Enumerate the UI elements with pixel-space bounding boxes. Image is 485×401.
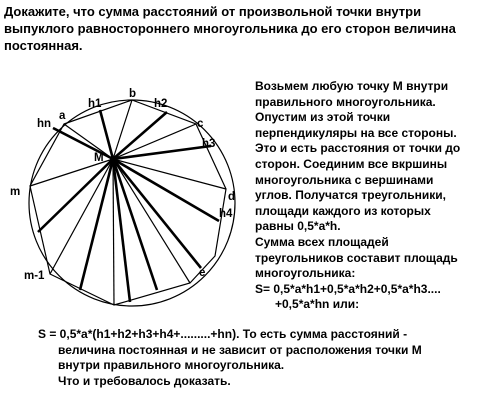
explanation-line: многоугольника: [255,266,356,281]
explanation-line: углов. Получатся треугольники, [255,188,446,203]
explanation-line: многоугольника с вершинами [255,172,434,187]
conclusion-line: S = 0,5*a*(h1+h2+h3+h4+.........+hn). То есть сумма расстояний - [38,327,408,341]
explanation-line: Возьмем любую точку М внутри [255,79,449,93]
edge-to-vertex-f [113,159,114,305]
label-vertex-c: c [197,118,204,130]
label-vertex-m: m [10,186,21,198]
label-height-hn: hn [37,118,52,130]
label-vertex-a: a [59,110,66,122]
perpendicular-hn [53,128,113,159]
label-point-m: M [94,152,104,164]
label-vertex-m-minus-1: m-1 [24,270,45,282]
problem-line: Докажите, что сумма расстояний от произвольной точки внутри [4,4,422,19]
formula-line: S= 0,5*a*h1+0,5*a*h2+0,5*a*h3.... [255,281,441,296]
label-height-h2: h2 [154,98,168,110]
label-height-h4: h4 [219,208,233,220]
problem-line: выпуклого равностороннего многоугольника до его сторон величина [4,21,456,36]
conclusion-line: внутри правильного многоугольника. [58,358,285,372]
explanation-line: сторон. Соединим все вкршины [255,156,448,171]
problem-line: постоянная. [4,38,83,53]
edge-to-vertex-d [113,159,226,189]
perpendicular-d-e [113,159,201,268]
explanation-line: перпендикуляры на все стороны. [255,125,457,140]
label-height-h3: h3 [202,138,216,150]
solution-explanation [255,79,483,313]
explanation-line: Это и есть расстояния от точки до [255,141,461,156]
perpendicular-f-m1 [80,159,113,290]
perpendicular-m1-m [38,159,113,232]
conclusion-line: величина постоянная и не зависит от расположения точки М [58,342,422,357]
explanation-line: треугольников составит площадь [255,250,458,265]
conclusion-text [38,327,483,389]
perpendiculars [38,110,219,302]
explanation-line: Сумма всех площадей [255,234,389,249]
formula-line: +0,5*a*hn или: [275,297,360,312]
label-vertex-b: b [129,88,137,100]
explanation-line: равны 0,5*a*h. [255,219,341,234]
label-height-h1: h1 [88,98,102,110]
explanation-line: Опустим из этой точки [255,110,391,125]
label-vertex-e: e [199,267,206,279]
perpendicular-h4 [113,159,219,221]
explanation-line: площади каждого из которых [255,203,431,218]
explanation-line: правильного многоугольника. [255,94,436,109]
label-vertex-d: d [228,191,236,203]
conclusion-line: Что и требовалось доказать. [58,373,231,388]
point-m [110,156,116,162]
